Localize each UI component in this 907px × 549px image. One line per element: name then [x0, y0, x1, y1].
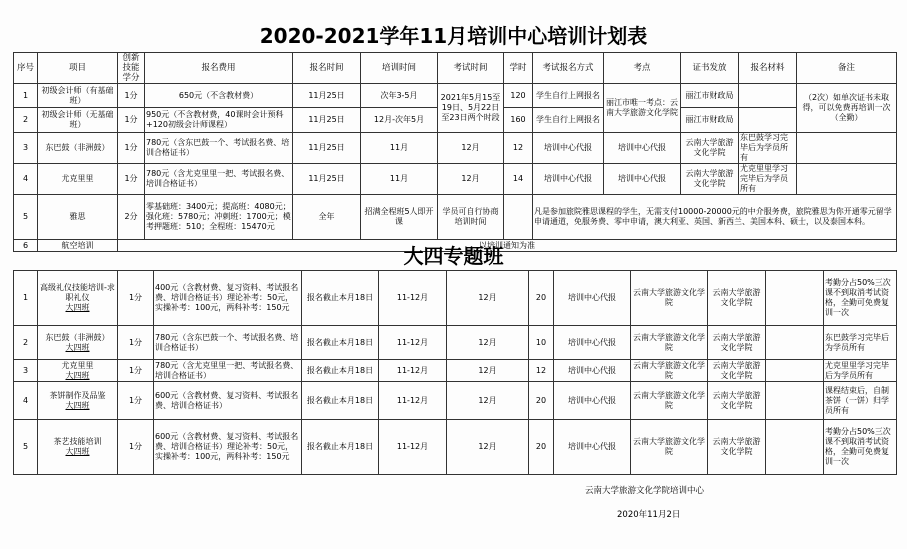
cell-train: 11-12月: [379, 360, 447, 382]
table-row: [14, 382, 897, 420]
cell-cert: 云南大学旅游文化学院: [708, 420, 766, 475]
cell-hours: 12: [529, 360, 554, 382]
senior-class-tag: 大四班: [65, 447, 90, 456]
cell-hours: 120: [504, 84, 533, 108]
cell-materials: [766, 382, 824, 420]
senior-class-tag: 大四班: [65, 342, 90, 352]
cell-method: 培训中心代报: [554, 326, 631, 360]
cell-site: 云南大学旅游文化学院: [631, 271, 708, 326]
cell-reg: 11月25日: [293, 84, 361, 108]
cell-reg: 11月25日: [293, 164, 361, 195]
cell-note: [797, 133, 897, 164]
cell-item: [38, 360, 118, 382]
cell-exam: 12月: [438, 133, 504, 164]
cell-hours: 20: [529, 382, 554, 420]
cell-cert: 云南大学旅游文化学院: [708, 326, 766, 360]
cell-item: 初级会计师（无基础班）: [38, 108, 118, 133]
item-name: 东巴鼓（非洲鼓）: [45, 332, 110, 342]
cell-train: 11-12月: [379, 420, 447, 475]
cell-site: 培训中心代报: [604, 164, 681, 195]
cell-reg: 全年: [293, 195, 361, 240]
cell-fee: 780元（含尤克里里一把、考试报名费、培训合格证书）: [145, 164, 293, 195]
table-row: [14, 326, 897, 360]
cell-no: 2: [14, 326, 38, 360]
cell-reg: 报名截止本月18日: [302, 326, 379, 360]
cell-cert: 云南大学旅游文化学院: [708, 382, 766, 420]
cell-fee: 600元（含教材费、复习资料、考试报名费、培训合格证书）理论补考：50元，实操补考：100元，两科补考：150元: [154, 420, 302, 475]
senior-class-tag: 大四班: [65, 400, 90, 410]
senior-class-tag: 大四班: [65, 370, 90, 380]
cell-fee: 零基础班：3400元；提高班：4080元；强化班：5780元；冲刺班：1700元；模考押题班：510；全程班：15470元: [145, 195, 293, 240]
table-row: [14, 195, 897, 240]
cell-credit: 1分: [118, 326, 154, 360]
cell-method: 培训中心代报: [554, 420, 631, 475]
header-cell: 考试时间: [438, 53, 504, 84]
cell-no: 4: [14, 382, 38, 420]
footer-organization: 云南大学旅游文化学院培训中心: [585, 486, 705, 496]
cell-cert: 云南大学旅游文化学院: [708, 360, 766, 382]
cell-note: 考勤分占50%三次课不到取消考试资格，全勤可免费复训一次: [824, 420, 897, 475]
cell-note: 考勤分占50%三次课不到取消考试资格，全勤可免费复训一次: [824, 271, 897, 326]
cell-cert: 云南大学旅游文化学院: [708, 271, 766, 326]
cell-hours: 10: [529, 326, 554, 360]
header-cell: 项目: [38, 53, 118, 84]
cell-train: 11-12月: [379, 326, 447, 360]
cell-train: 11月: [361, 164, 438, 195]
cell-exam: 12月: [438, 164, 504, 195]
header-cell: 培训时间: [361, 53, 438, 84]
cell-credit: 1分: [118, 382, 154, 420]
cell-cert: 云南大学旅游文化学院: [681, 133, 739, 164]
header-cell: 创新技能学分: [118, 53, 145, 84]
cell-exam: 2021年5月15至19日、5月22日至23日两个时段: [438, 84, 504, 133]
cell-item: 雅思: [38, 195, 118, 240]
cell-materials: [739, 84, 797, 108]
cell-hours: [504, 195, 533, 240]
cell-reg: 11月25日: [293, 108, 361, 133]
cell-no: 1: [14, 84, 38, 108]
cell-method: 培训中心代报: [533, 133, 604, 164]
cell-item: 航空培训: [38, 240, 118, 252]
cell-site: 培训中心代报: [604, 133, 681, 164]
header-cell: 考点: [604, 53, 681, 84]
cell-hours: 12: [504, 133, 533, 164]
cell-item: 尤克里里: [38, 164, 118, 195]
table-row: [14, 164, 897, 195]
cell-credit: 1分: [118, 133, 145, 164]
header-cell: 考试报名方式: [533, 53, 604, 84]
cell-no: 1: [14, 271, 38, 326]
table-header-row: [14, 53, 897, 84]
cell-exam: 12月: [447, 382, 529, 420]
cell-exam: 12月: [447, 326, 529, 360]
cell-fee: 780元（含东巴鼓一个、考试报名费、培训合格证书）: [145, 133, 293, 164]
cell-item: 东巴鼓（非洲鼓）: [38, 133, 118, 164]
cell-fee: 650元（不含教材费）: [145, 84, 293, 108]
cell-credit: 1分: [118, 360, 154, 382]
cell-reg: 报名截止本月18日: [302, 271, 379, 326]
cell-hours: 20: [529, 271, 554, 326]
cell-train: 11-12月: [379, 382, 447, 420]
cell-materials: 东巴鼓学习完毕后为学员所有: [739, 133, 797, 164]
cell-credit: 1分: [118, 84, 145, 108]
cell-method: 培训中心代报: [554, 271, 631, 326]
training-plan-table: [13, 52, 897, 252]
cell-item: [38, 420, 118, 475]
header-cell: 报名时间: [293, 53, 361, 84]
cell-method: 培训中心代报: [554, 382, 631, 420]
cell-credit: 2分: [118, 195, 145, 240]
cell-fee: 780元（含东巴鼓一个、考试报名费、培训合格证书）: [154, 326, 302, 360]
cell-site: 丽江市唯一考点：云南大学旅游文化学院: [604, 84, 681, 133]
cell-materials: [739, 108, 797, 133]
cell-train: 次年3-5月: [361, 84, 438, 108]
page-title: 2020-2021学年11月培训中心培训计划表: [259, 24, 648, 48]
cell-item: [38, 326, 118, 360]
cell-method: 培训中心代报: [533, 164, 604, 195]
cell-site: 云南大学旅游文化学院: [631, 360, 708, 382]
cell-materials: [766, 326, 824, 360]
footer-date: 2020年11月2日: [617, 510, 681, 520]
cell-credit: 1分: [118, 271, 154, 326]
cell-materials: [766, 360, 824, 382]
cell-materials: [766, 420, 824, 475]
table-row: [14, 133, 897, 164]
cell-note: 东巴鼓学习完毕后为学员所有: [824, 326, 897, 360]
cell-fee: 950元（不含教材费，40课时会计预科+120初级会计师课程）: [145, 108, 293, 133]
header-cell: 序号: [14, 53, 38, 84]
cell-no: 3: [14, 360, 38, 382]
cell-notice: 以培训通知为准: [118, 240, 897, 252]
item-name: 尤克里里: [61, 360, 94, 370]
cell-cert: 云南大学旅游文化学院: [681, 164, 739, 195]
cell-method: 学生自行上网报名: [533, 108, 604, 133]
item-name: 茶饼制作及品鉴: [49, 390, 106, 400]
cell-hours: 160: [504, 108, 533, 133]
cell-hours: 20: [529, 420, 554, 475]
cell-credit: 1分: [118, 108, 145, 133]
cell-item: 初级会计师（有基础班）: [38, 84, 118, 108]
header-cell: 学时: [504, 53, 533, 84]
cell-no: 5: [14, 420, 38, 475]
cell-train: 11月: [361, 133, 438, 164]
item-name: 高级礼仪技能培训-求职礼仪: [40, 283, 115, 302]
cell-train: 12月-次年5月: [361, 108, 438, 133]
cell-no: 4: [14, 164, 38, 195]
cell-item: [38, 271, 118, 326]
cell-credit: 1分: [118, 164, 145, 195]
cell-site: 云南大学旅游文化学院: [631, 326, 708, 360]
cell-materials: 尤克里里学习完毕后为学员所有: [739, 164, 797, 195]
cell-reg: 11月25日: [293, 133, 361, 164]
senior-class-table: [13, 270, 897, 475]
cell-fee: 400元（含教材费、复习资料、考试报名费、培训合格证书）理论补考：50元，实操补考：100元，两科补考：150元: [154, 271, 302, 326]
cell-exam: 12月: [447, 271, 529, 326]
cell-method: 培训中心代报: [554, 360, 631, 382]
cell-method: 学生自行上网报名: [533, 84, 604, 108]
cell-site: 云南大学旅游文化学院: [631, 420, 708, 475]
cell-materials: [766, 271, 824, 326]
cell-exam: 学员可自行协商培训时间: [438, 195, 504, 240]
cell-cert: 丽江市财政局: [681, 84, 739, 108]
cell-reg: 报名截止本月18日: [302, 382, 379, 420]
header-cell: 报名费用: [145, 53, 293, 84]
cell-note: 尤克里里学习完毕后为学员所有: [824, 360, 897, 382]
header-cell: 证书发放: [681, 53, 739, 84]
cell-fee: 780元（含尤克里里一把、考试报名费、培训合格证书）: [154, 360, 302, 382]
cell-note: 课程结束后，自制茶饼（一饼）归学员所有: [824, 382, 897, 420]
cell-reg: 报名截止本月18日: [302, 420, 379, 475]
cell-no: 2: [14, 108, 38, 133]
cell-exam: 12月: [447, 360, 529, 382]
cell-reg: 报名截止本月18日: [302, 360, 379, 382]
cell-exam: 12月: [447, 420, 529, 475]
cell-note: （2次）如单次证书未取得，可以免费再培训一次（全勤）: [797, 84, 897, 133]
cell-no: 5: [14, 195, 38, 240]
table-row: [14, 420, 897, 475]
cell-note: [797, 164, 897, 195]
header-cell: 备注: [797, 53, 897, 84]
cell-credit: 1分: [118, 420, 154, 475]
cell-cert: 丽江市财政局: [681, 108, 739, 133]
senior-class-tag: 大四班: [65, 303, 90, 312]
table-row: [14, 84, 897, 108]
table-row: [14, 271, 897, 326]
cell-train: 11-12月: [379, 271, 447, 326]
table-row: [14, 360, 897, 382]
section-title: 大四专题班: [403, 244, 504, 268]
cell-site: 云南大学旅游文化学院: [631, 382, 708, 420]
cell-no: 6: [14, 240, 38, 252]
header-cell: 报名材料: [739, 53, 797, 84]
cell-hours: 14: [504, 164, 533, 195]
cell-no: 3: [14, 133, 38, 164]
cell-ielts-description: 凡是参加旅院雅思课程的学生，无需支付10000-20000元的中介服务费，旅院雅思为你开通零元留学申请通道，免服务费、零中申请，澳大利亚、英国、新西兰、美国本科、硕士，以及泰国本科。: [533, 195, 897, 240]
cell-item: [38, 382, 118, 420]
item-name: 茶艺技能培训: [53, 437, 102, 446]
cell-fee: 600元（含教材费、复习资料、考试报名费、培训合格证书）: [154, 382, 302, 420]
cell-train: 招满全程班5人即开课: [361, 195, 438, 240]
